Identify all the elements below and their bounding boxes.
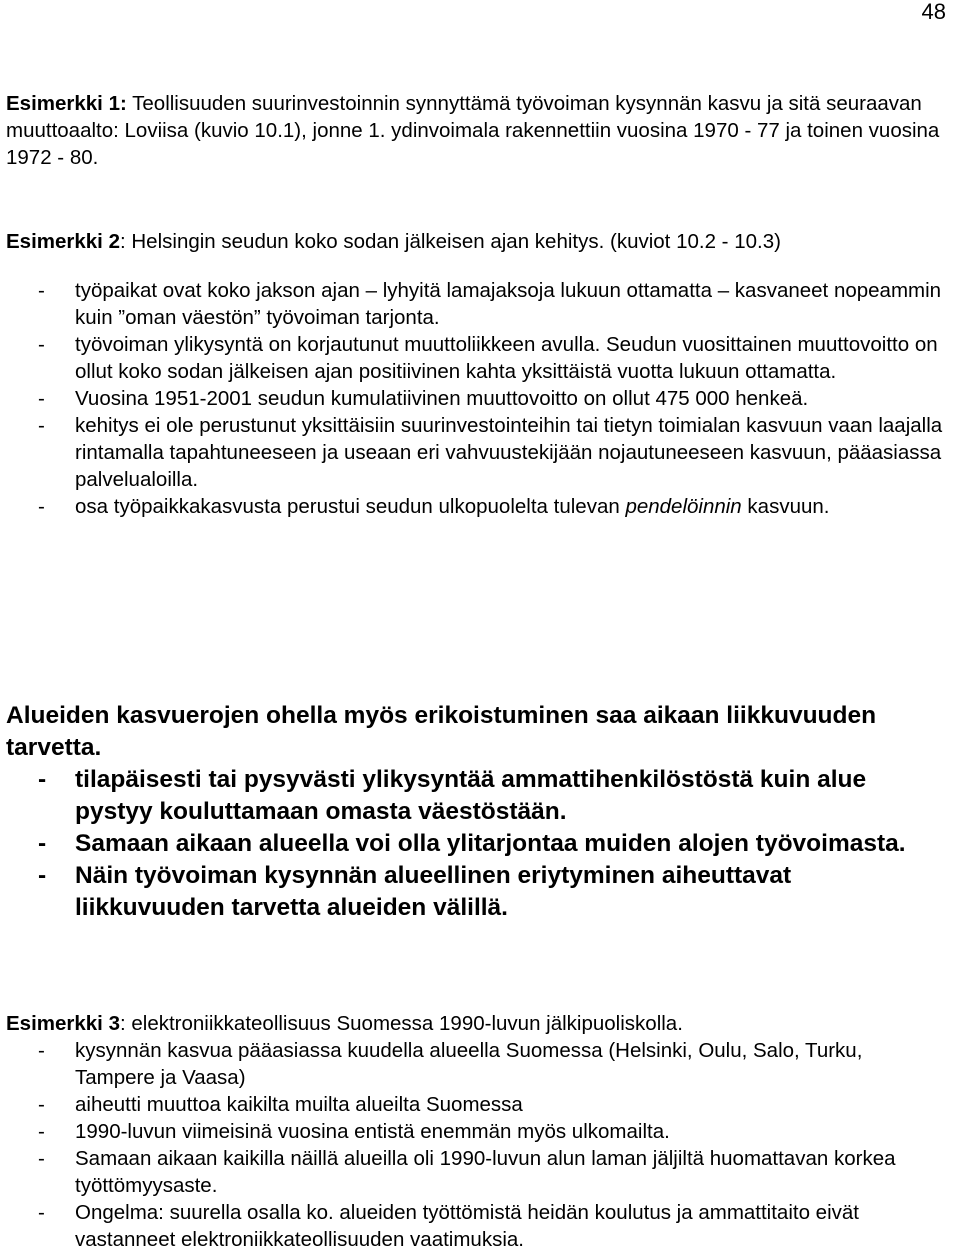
list-item-text: työvoiman ylikysyntä on korjautunut muuttoliikkeen avulla. Seudun vuosittainen muuttovoitto on ollut koko sodan jälkeisen ajan positiivinen kahta yksittäistä vuotta lukuun ottamatta. [75,333,938,383]
example-1-label: Esimerkki 1: [6,92,127,115]
example-3-paragraph [6,1010,946,1037]
example-2 [6,228,946,520]
heading-list [6,764,946,924]
list-item-text: Ongelma: suurella osalla ko. alueiden työttömistä heidän koulutus ja ammattitaito eivät vastanneet elektroniikkateollisuuden vaatimuksia. [75,1201,859,1251]
dash-marker: - [38,495,45,518]
example-3 [6,1010,946,1253]
list-item-text: Samaan aikaan alueella voi olla ylitarjontaa muiden alojen työvoimasta. [75,830,906,857]
dash-marker: - [38,766,47,793]
dash-marker: - [38,1039,45,1062]
list-item [6,1118,946,1145]
page-number: 48 [921,0,946,24]
list-item [6,828,946,860]
dash-marker: - [38,1120,45,1143]
list-item [6,860,946,924]
list-item [6,1199,946,1253]
list-item-text: kehitys ei ole perustunut yksittäisiin suurinvestointeihin tai tietyn toimialan kasvuun vaan laajalla rintamalla tapahtuneeseen ja useaan eri vahvuustekijään nojautuneeseen kasvuun, pääasiassa palvelualoilla. [75,414,943,491]
example-3-label: Esimerkki 3 [6,1012,120,1035]
list-item-text: osa työpaikkakasvusta perustui seudun ulkopuolelta tulevan [75,495,626,518]
list-item-text: Samaan aikaan kaikilla näillä alueilla oli 1990-luvun alun laman jäljiltä huomattavan korkea työttömyysaste. [75,1147,896,1197]
list-item [6,1037,946,1091]
list-item-text: tilapäisesti tai pysyvästi ylikysyntää ammattihenkilöstöstä kuin alue pystyy kouluttamaan omasta väestöstään. [75,766,867,825]
dash-marker: - [38,1147,45,1170]
dash-marker: - [38,862,47,889]
list-item [6,412,946,493]
example-1 [6,90,946,171]
example-1-text: Teollisuuden suurinvestoinnin synnyttämä työvoiman kysynnän kasvu ja sitä seuraavan muuttoaalto: Loviisa (kuvio 10.1), jonne 1. ydinvoimala rakennettiin vuosina 1970 - 77 ja toinen vuosina 1972 - 80. [6,92,940,169]
dash-marker: - [38,1093,45,1116]
list-item-text: työpaikat ovat koko jakson ajan – lyhyitä lamajaksoja lukuun ottamatta – kasvaneet nopeammin kuin ”oman väestön” työvoiman tarjonta. [75,279,942,329]
list-item-text: Näin työvoiman kysynnän alueellinen eriytyminen aiheuttavat liikkuvuuden tarvetta alueiden välillä. [75,862,792,921]
list-item-italic: pendelöinnin [625,495,742,518]
dash-marker: - [38,333,45,356]
dash-marker: - [38,279,45,302]
list-item-text: kasvuun. [741,495,830,518]
list-item-text: kysynnän kasvua pääasiassa kuudella alueella Suomessa (Helsinki, Oulu, Salo, Turku, Tampere ja Vaasa) [75,1039,863,1089]
dash-marker: - [38,1201,45,1224]
dash-marker: - [38,387,45,410]
list-item [6,385,946,412]
list-item-text: aiheutti muuttoa kaikilta muilta alueilta Suomessa [75,1093,523,1116]
list-item [6,1145,946,1199]
list-item [6,277,946,331]
section-heading: Alueiden kasvuerojen ohella myös erikoistuminen saa aikaan liikkuvuuden tarvetta. [6,702,877,761]
example-2-label: Esimerkki 2 [6,230,120,253]
dash-marker: - [38,830,47,857]
example-2-text: : Helsingin seudun koko sodan jälkeisen ajan kehitys. (kuviot 10.2 - 10.3) [119,230,781,253]
example-1-paragraph [6,90,946,171]
dash-marker: - [38,414,45,437]
heading-section [6,700,946,924]
list-item-text: 1990-luvun viimeisinä vuosina entistä enemmän myös ulkomailta. [75,1120,670,1143]
list-item [6,493,946,520]
list-item [6,331,946,385]
list-item [6,1091,946,1118]
example-2-list [6,277,946,520]
example-3-text: : elektroniikkateollisuus Suomessa 1990-luvun jälkipuoliskolla. [119,1012,683,1035]
list-item [6,764,946,828]
example-3-list [6,1037,946,1253]
example-2-paragraph [6,228,946,255]
list-item-text: Vuosina 1951-2001 seudun kumulatiivinen muuttovoitto on ollut 475 000 henkeä. [75,387,809,410]
